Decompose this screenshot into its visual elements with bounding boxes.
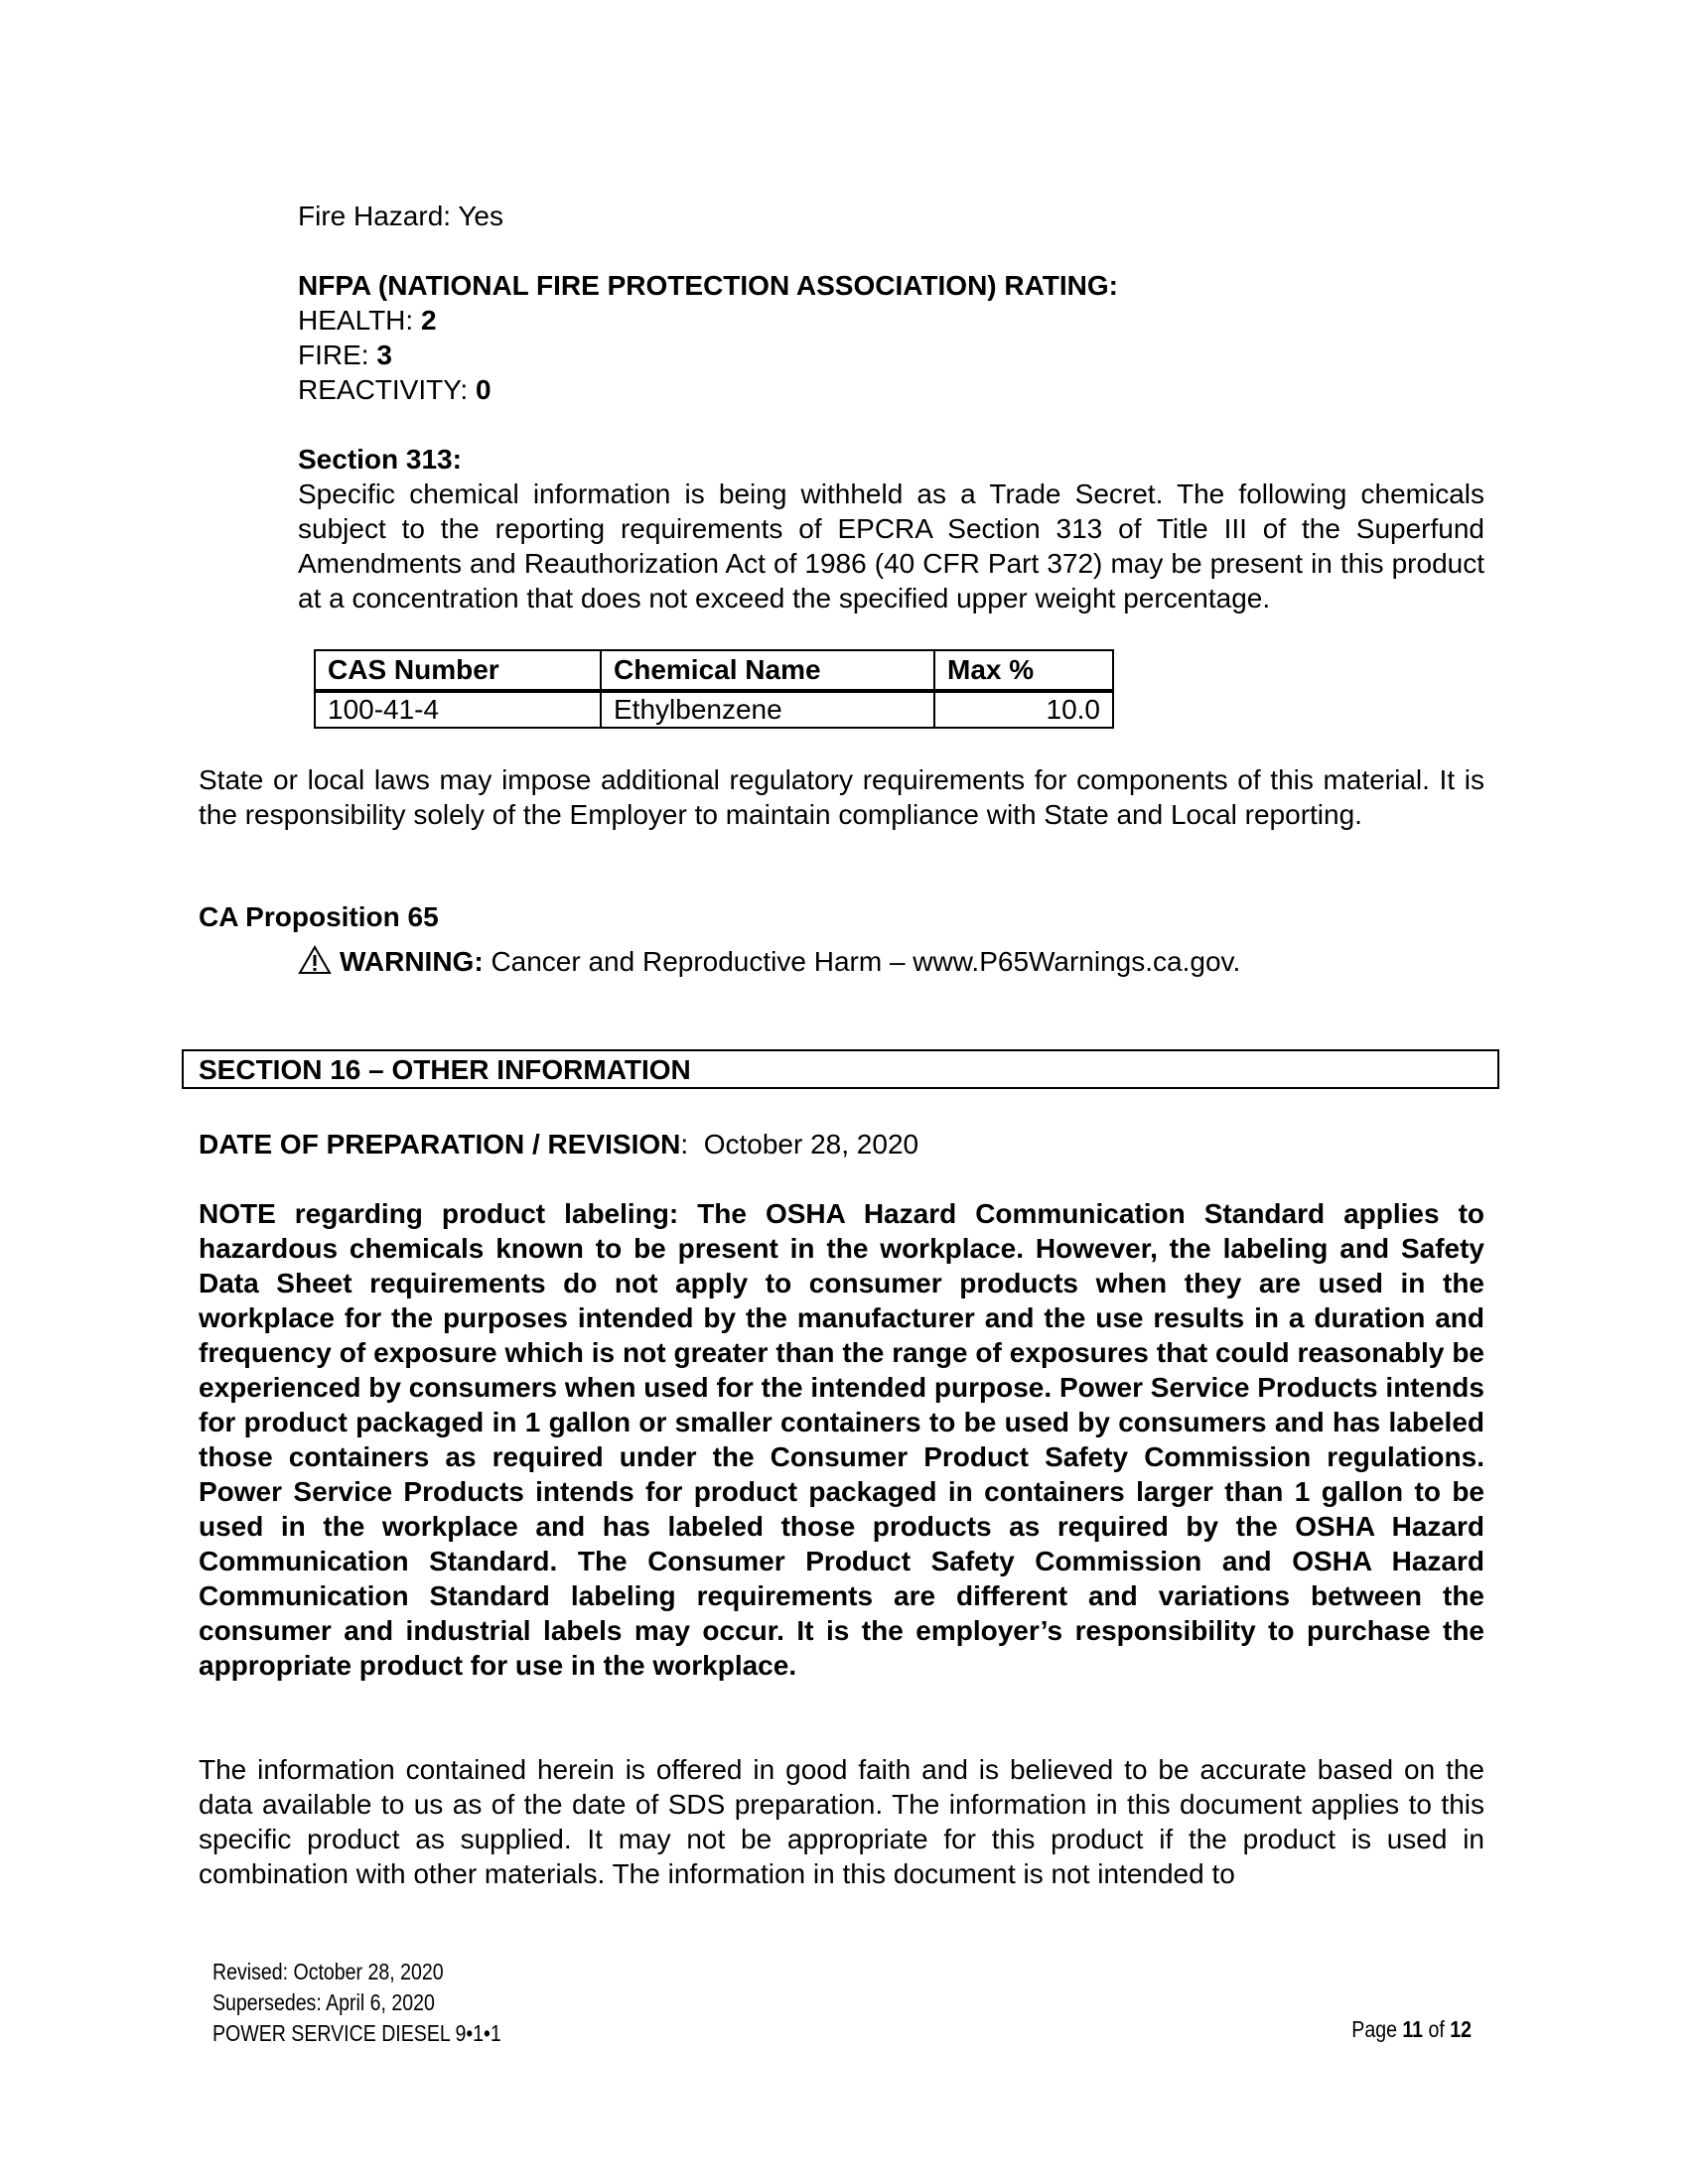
section-313-text: Specific chemical information is being withheld as a Trade Secret. The following chemicals subject to the reporting requirements of EPCRA Section 313 of Title III of the Superfund Amendments and Reauthorization Act of 1986 (40 CFR Part 372) may be present in this product at a concentration that does not exceed the specified upper weight percentage.: [298, 478, 1484, 614]
col-header-chemical: Chemical Name: [601, 650, 934, 691]
section-16-title: SECTION 16 – OTHER INFORMATION: [199, 1054, 691, 1085]
footer-block: [212, 1957, 501, 2049]
fire-hazard-value: Yes: [458, 201, 504, 231]
labeling-note-paragraph: NOTE regarding product labeling: The OSHA Hazard Communication Standard applies to hazardous chemicals known to be present in the workplace. However, the labeling and Safety Data Sheet requirements do not apply to consumer products when they are used in the workplace for the purposes intended by the manufacturer and the use results in a duration and frequency of exposure which is not greater than the range of exposures that could reasonably be experienced by consumers when used for the intended purpose. Power Service Products intends for product packaged in 1 gallon or smaller containers to be used by consumers and has labeled those containers as required under the Consumer Product Safety Commission regulations. Power Service Products intends for product packaged in containers larger than 1 gallon to be used in the workplace and has labeled those products as required by the OSHA Hazard Communication Standard. The Consumer Product Safety Commission and OSHA Hazard Communication Standard labeling requirements are different and variations between the consumer and industrial labels may occur. It is the employer’s responsibility to purchase the appropriate product for use in the workplace.: [199, 1198, 1484, 1681]
footer-supersedes: Supersedes: April 6, 2020: [212, 1989, 435, 2015]
date-of-preparation-value: October 28, 2020: [703, 1129, 919, 1160]
fire-hazard-line: [298, 199, 1484, 233]
fire-hazard-label: Fire Hazard:: [298, 201, 452, 231]
nfpa-reactivity-value: 0: [475, 374, 492, 405]
nfpa-health: [298, 303, 1484, 338]
nfpa-fire: [298, 338, 1484, 372]
page-total: 12: [1450, 2016, 1472, 2042]
prop65-warning-text: Cancer and Reproductive Harm – www.P65Warnings.ca.gov.: [491, 946, 1241, 977]
nfpa-health-label: HEALTH:: [298, 305, 414, 336]
section-313-block: [298, 442, 1484, 615]
prop65-heading: CA Proposition 65: [199, 901, 439, 932]
nfpa-heading: NFPA (NATIONAL FIRE PROTECTION ASSOCIATION) RATING:: [298, 270, 1118, 301]
page-word: Page: [1351, 2016, 1397, 2042]
prop65-warning-label: WARNING:: [340, 946, 484, 977]
warning-triangle-icon: [298, 945, 332, 983]
section-313-heading: Section 313:: [298, 444, 462, 475]
page-number: [1351, 2016, 1472, 2043]
cell-max-percent: 10.0: [934, 691, 1113, 728]
col-header-max: Max %: [934, 650, 1113, 691]
prop65-warning: [298, 944, 1489, 983]
nfpa-reactivity: [298, 372, 1484, 407]
footer-revised: Revised: October 28, 2020: [212, 1959, 444, 1984]
nfpa-fire-label: FIRE:: [298, 340, 369, 370]
section-313-table: [314, 649, 1114, 729]
table-header-row: [315, 650, 1113, 691]
date-of-preparation-label: DATE OF PREPARATION / REVISION: [199, 1129, 681, 1160]
page-current: 11: [1402, 2016, 1424, 2042]
nfpa-block: [298, 268, 1484, 407]
date-of-preparation: DATE OF PREPARATION / REVISION: October 28, 2020: [199, 1129, 919, 1160]
page-of: of: [1428, 2016, 1445, 2042]
cell-cas-number: 100-41-4: [315, 691, 601, 728]
col-header-cas: CAS Number: [315, 650, 601, 691]
cell-chemical-name: Ethylbenzene: [601, 691, 934, 728]
nfpa-health-value: 2: [420, 305, 437, 336]
disclaimer-paragraph: The information contained herein is offered in good faith and is believed to be accurate based on the data available to us as of the date of SDS preparation. The information in this document applies to this specific product as supplied. It may not be appropriate for this product if the product is used in combination with other materials. The information in this document is not intended to: [199, 1754, 1484, 1889]
nfpa-fire-value: 3: [376, 340, 392, 370]
section-16-header-box: [182, 1049, 1499, 1089]
state-laws-paragraph: State or local laws may impose additional regulatory requirements for components of this material. It is the responsibility solely of the Employer to maintain compliance with State and Local reporting.: [199, 764, 1484, 830]
table-row: [315, 691, 1113, 728]
nfpa-reactivity-label: REACTIVITY:: [298, 374, 469, 405]
footer-product-name: POWER SERVICE DIESEL 9•1•1: [212, 2020, 501, 2046]
